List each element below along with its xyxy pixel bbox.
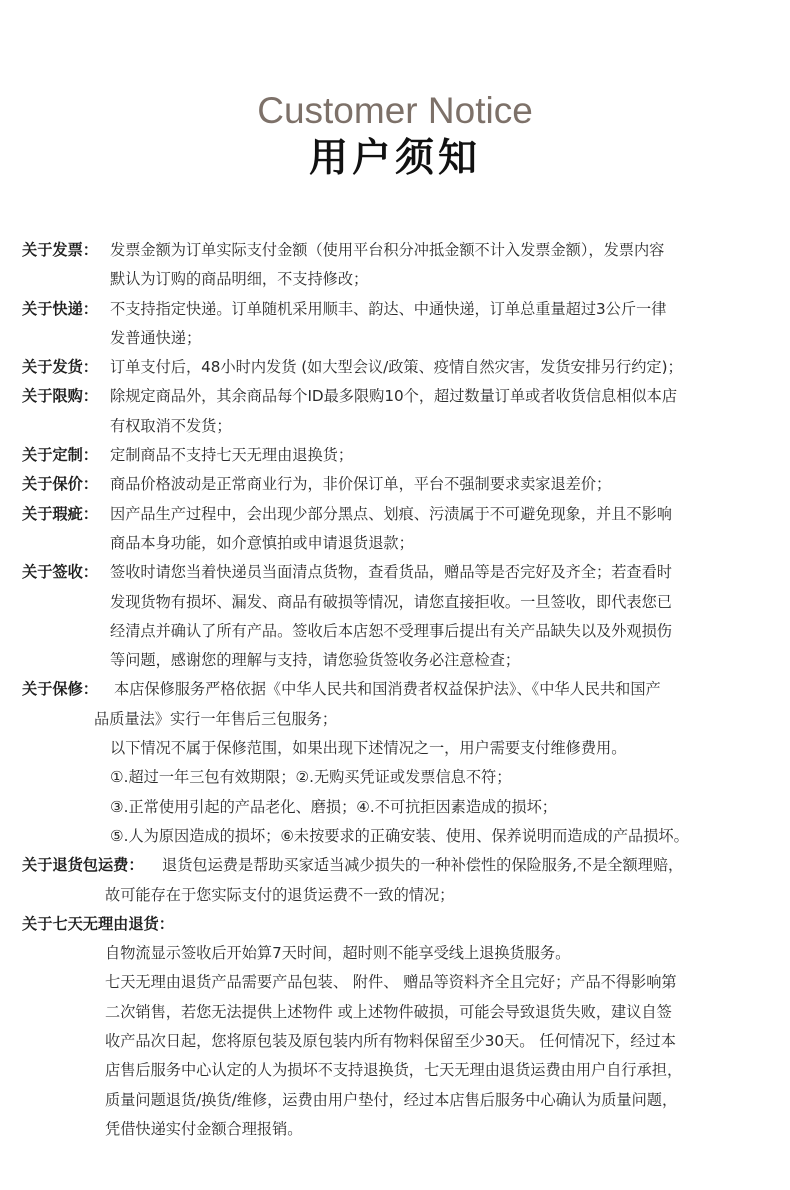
section-label: 关于退货包运费： bbox=[22, 856, 144, 875]
section-label: 关于发货： bbox=[22, 358, 98, 377]
text-line: 有权取消不发货； bbox=[110, 416, 232, 435]
section-limit bbox=[22, 382, 772, 411]
text-line: 默认为订购的商品明细，不支持修改； bbox=[110, 270, 369, 289]
text-line: ③.正常使用引起的产品老化、磨损；④.不可抗拒因素造成的损坏； bbox=[110, 797, 557, 816]
section-label: 关于发票： bbox=[22, 241, 98, 259]
section-invoice bbox=[22, 236, 772, 265]
text-line: 店售后服务中心认定的人为损坏不支持退换货，七天无理由退货运费由用户自行承担， bbox=[105, 1061, 683, 1080]
section-return-insurance bbox=[22, 851, 772, 880]
text-line: 不支持指定快递。订单随机采用顺丰、韵达、中通快递，订单总重量超过3公斤一律 bbox=[110, 299, 667, 318]
text-line: 等问题，感谢您的理解与支持，请您验货签收务必注意检查； bbox=[110, 651, 521, 670]
text-line: 发普通快递； bbox=[110, 328, 202, 347]
text-line: 发现货物有损坏、漏发、商品有破损等情况，请您直接拒收。一旦签收，即代表您已 bbox=[110, 592, 672, 611]
text-line: 除规定商品外，其余商品每个ID最多限购10个，超过数量订单或者收货信息相似本店 bbox=[110, 387, 678, 406]
section-signing bbox=[22, 558, 772, 587]
section-label: 关于保修： bbox=[22, 680, 98, 699]
notice-list bbox=[22, 236, 772, 1144]
text-line: 七天无理由退货产品需要产品包装、 附件、 赠品等资料齐全且完好；产品不得影响第 bbox=[105, 973, 677, 992]
text-line: 商品本身功能，如介意慎拍或申请退货退款； bbox=[110, 533, 414, 552]
section-label: 关于签收： bbox=[22, 563, 98, 582]
text-line: 退货包运费是帮助买家适当减少损失的一种补偿性的保险服务,不是全额理赔， bbox=[162, 856, 684, 875]
section-warranty bbox=[22, 675, 772, 704]
text-line: 自物流显示签收后开始算7天时间，超时则不能享受线上退换货服务。 bbox=[105, 944, 571, 963]
page-title: 用户须知 bbox=[308, 136, 481, 181]
section-custom bbox=[22, 441, 772, 470]
text-line: 发票金额为订单实际支付金额（使用平台积分冲抵金额不计入发票金额），发票内容 bbox=[110, 241, 665, 259]
text-line: 质量问题退货/换货/维修，运费由用户垫付，经过本店售后服务中心确认为质量问题， bbox=[105, 1090, 678, 1109]
section-label: 关于七天无理由退货： bbox=[22, 914, 174, 933]
text-line: 订单支付后，48小时内发货 (如大型会议/政策、疫情自然灾害，发货安排另行约定)； bbox=[110, 358, 683, 377]
text-line: ①.超过一年三包有效期限；②.无购买凭证或发票信息不符； bbox=[110, 768, 512, 787]
text-line: 二次销售，若您无法提供上述物件 或上述物件破损，可能会导致退货失败，建议自签 bbox=[105, 1002, 672, 1021]
section-shipping bbox=[22, 353, 772, 382]
section-seven-day bbox=[22, 910, 772, 939]
text-line: 故可能存在于您实际支付的退货运费不一致的情况； bbox=[105, 885, 455, 904]
text-line: 品质量法》实行一年售后三包服务； bbox=[94, 709, 337, 728]
text-line: 本店保修服务严格依据《中华人民共和国消费者权益保护法》、《中华人民共和国产 bbox=[114, 680, 661, 699]
section-text bbox=[110, 236, 772, 265]
text-line: 商品价格波动是正常商业行为，非价保订单，平台不强制要求卖家退差价； bbox=[110, 475, 612, 494]
text-line: 以下情况不属于保修范围，如果出现下述情况之一，用户需要支付维修费用。 bbox=[110, 739, 627, 758]
section-price bbox=[22, 470, 772, 499]
section-label: 关于保价： bbox=[22, 475, 98, 494]
section-label: 关于瑕疵： bbox=[22, 504, 98, 523]
text-line: 定制商品不支持七天无理由退换货； bbox=[110, 446, 353, 465]
text-line: 收产品次日起，您将原包装及原包装内所有物料保留至少30天。 任何情况下，经过本 bbox=[105, 1032, 676, 1051]
text-line: 签收时请您当着快递员当面清点货物，查看货品，赠品等是否完好及齐全；若查看时 bbox=[110, 563, 672, 582]
section-label: 关于快递： bbox=[22, 299, 98, 318]
section-label: 关于限购： bbox=[22, 387, 98, 406]
text-line: 因产品生产过程中，会出现少部分黑点、划痕、污渍属于不可避免现象，并且不影响 bbox=[110, 504, 672, 523]
text-line: ⑤.人为原因造成的损坏；⑥未按要求的正确安装、使用、保养说明而造成的产品损坏。 bbox=[110, 826, 689, 845]
section-delivery bbox=[22, 295, 772, 324]
text-line: 经清点并确认了所有产品。签收后本店恕不受理事后提出有关产品缺失以及外观损伤 bbox=[110, 621, 672, 640]
page-title-en: Customer Notice bbox=[257, 90, 533, 131]
section-flaw bbox=[22, 500, 772, 529]
section-label: 关于定制： bbox=[22, 446, 98, 465]
text-line: 凭借快递实付金额合理报销。 bbox=[105, 1119, 303, 1138]
